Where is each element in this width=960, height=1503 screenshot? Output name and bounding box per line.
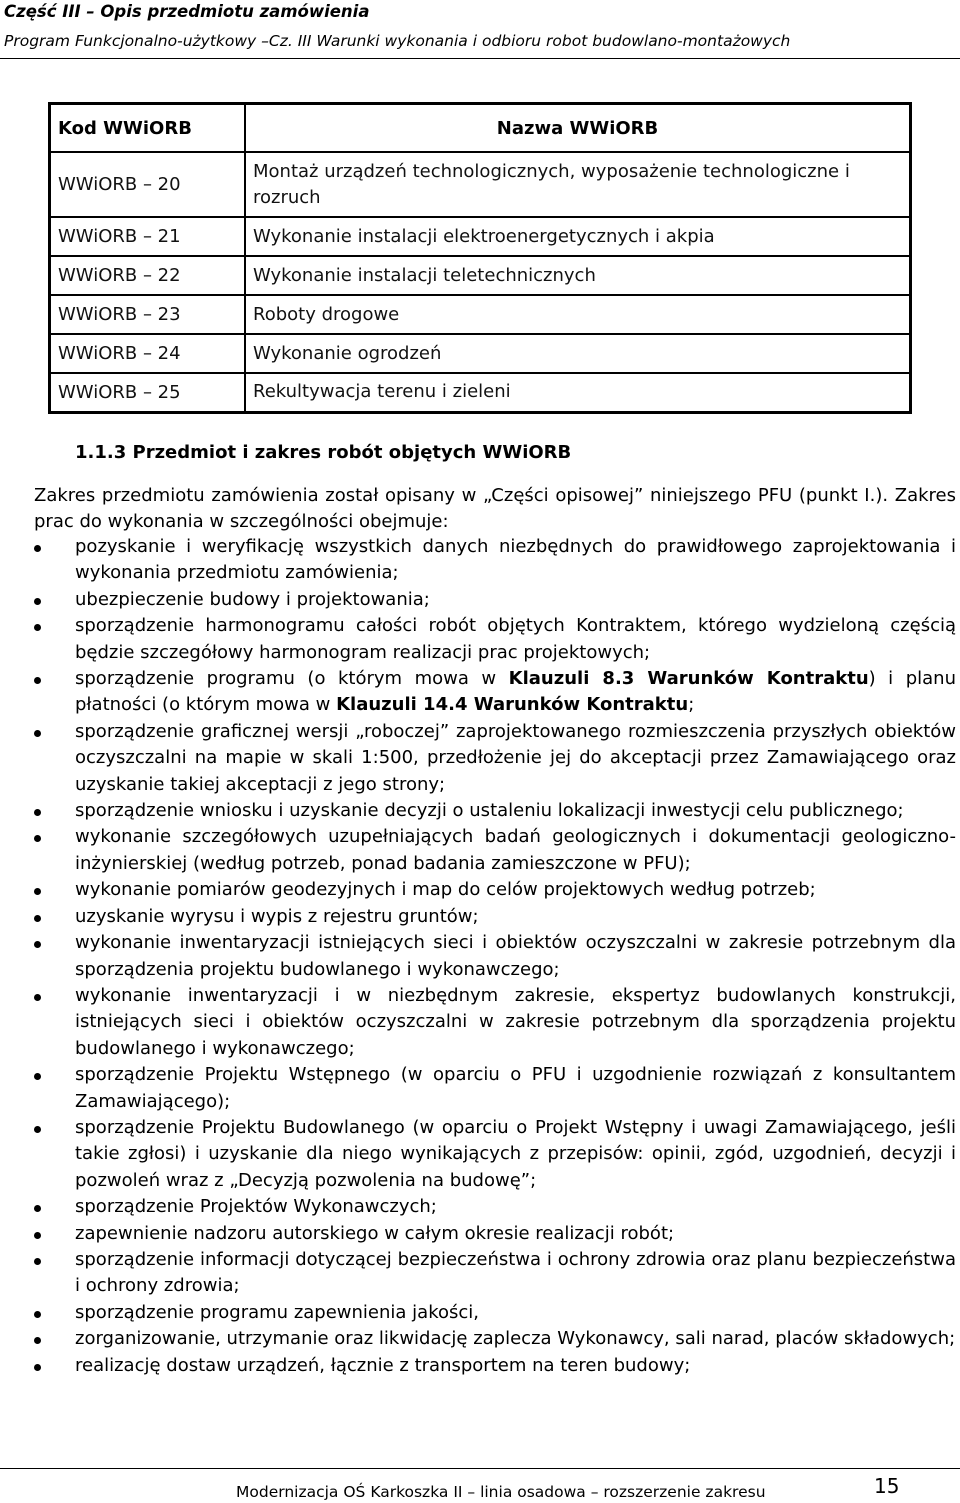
table-cell-name: Montaż urządzeń technologicznych, wyposażenie technologiczne i rozruch [245,152,911,217]
bullet-icon [34,888,41,895]
bullet-icon [34,915,41,922]
wwiorb-table [48,102,912,414]
list-item-text: sporządzenie Projektów Wykonawczych; [75,1196,437,1218]
table-cell-code: WWiORB – 23 [50,295,246,334]
list-item [34,613,956,666]
page-number: 15 [874,1474,900,1498]
list-item [34,877,956,903]
table-row [50,256,911,295]
list-item-text: sporządzenie programu zapewnienia jakości, [75,1301,479,1323]
document-header-subtitle: Program Funkcjonalno-użytkowy –Cz. III Warunki wykonania i odbioru robot budowlano-montażowych [4,32,791,50]
list-item [34,1221,956,1247]
list-item-text: wykonanie szczegółowych uzupełniających badań geologicznych i dokumentacji geologiczno-inżynierskiej (według potrzeb, ponad badania zamieszczone w PFU); [75,826,956,874]
header-divider [0,58,960,59]
list-item [34,1300,956,1326]
table-row [50,152,911,217]
list-item [34,983,956,1062]
list-item [34,587,956,613]
list-item-text: sporządzenie wniosku i uzyskanie decyzji o ustaleniu lokalizacji inwestycji celu publicznego; [75,800,904,822]
table-cell-name: Rekultywacja terenu i zieleni [245,373,911,412]
section-heading: 1.1.3 Przedmiot i zakres robót objętych WWiORB [75,442,572,463]
list-item [34,824,956,877]
list-item-text: ; [688,694,695,716]
list-item [34,719,956,798]
bullet-icon [34,1073,41,1080]
list-item-text: ) i planu płatności (o którym mowa w [75,668,956,716]
table-cell-name: Wykonanie instalacji elektroenergetycznych i akpia [245,217,911,256]
table-cell-name: Roboty drogowe [245,295,911,334]
list-item [34,1353,956,1379]
table-cell-code: WWiORB – 22 [50,256,246,295]
bullet-icon [34,545,41,552]
list-item-text: realizację dostaw urządzeń, łącznie z transportem na teren budowy; [75,1354,691,1376]
list-item-text: uzyskanie wyrysu i wypis z rejestru gruntów; [75,905,479,927]
bullet-icon [34,1364,41,1371]
bullet-icon [34,1311,41,1318]
table-header-row [50,104,911,153]
list-item [34,1247,956,1300]
bullet-icon [34,1232,41,1239]
scope-list [34,534,956,1379]
clause-reference: Klauzuli 14.4 Warunków Kontraktu [336,694,689,716]
bullet-icon [34,624,41,631]
table-row [50,373,911,412]
list-item-text: wykonanie inwentaryzacji istniejących sieci i obiektów oczyszczalni w zakresie potrzebnym dla sporządzenia projektu budowlanego i wykonawczego; [75,932,956,980]
bullet-icon [34,809,41,816]
list-item [34,1326,956,1352]
bullet-icon [34,1337,41,1344]
bullet-icon [34,730,41,737]
table-cell-code: WWiORB – 21 [50,217,246,256]
document-header-title: Część III – Opis przedmiotu zamówienia [4,2,370,21]
list-item [34,930,956,983]
table-cell-code: WWiORB – 20 [50,152,246,217]
bullet-icon [34,835,41,842]
list-item-text: wykonanie pomiarów geodezyjnych i map do celów projektowych według potrzeb; [75,879,816,901]
table-row [50,217,911,256]
bullet-icon [34,677,41,684]
table-cell-name: Wykonanie ogrodzeń [245,334,911,373]
bullet-icon [34,941,41,948]
list-item-text: sporządzenie harmonogramu całości robót objętych Kontraktem, którego wydzieloną częścią będzie szczegółowy harmonogram realizacji prac projektowych; [75,615,956,663]
bullet-icon [34,1258,41,1265]
list-item-text: pozyskanie i weryfikację wszystkich danych niezbędnych do prawidłowego zaprojektowania i wykonania przedmiotu zamówienia; [75,536,956,584]
clause-reference: Klauzuli 8.3 Warunków Kontraktu [508,668,869,690]
table-cell-code: WWiORB – 24 [50,334,246,373]
list-item-text: wykonanie inwentaryzacji i w niezbędnym zakresie, ekspertyz budowlanych konstrukcji, istniejących sieci i obiektów oczyszczalni w zakresie potrzebnym dla sporządzenia projektu budowlanego i wykonawczego; [75,984,956,1059]
list-item-text: sporządzenie informacji dotyczącej bezpieczeństwa i ochrony zdrowia oraz planu bezpieczeństwa i ochrony zdrowia; [75,1248,956,1297]
list-item-text: zapewnienie nadzoru autorskiego w całym okresie realizacji robót; [75,1222,675,1244]
list-item-text: sporządzenie graficznej wersji „roboczej” zaprojektowanego rozmieszczenia przyszłych obiektów oczyszczalni na mapie w skali 1:500, przedłożenie jej do akceptacji przez Zamawiającego oraz uzyskanie takiej akceptacji z jego strony; [75,720,956,795]
list-item-text: sporządzenie programu (o którym mowa w [75,668,509,690]
table-row [50,295,911,334]
list-item [34,534,956,587]
list-item-text: ubezpieczenie budowy i projektowania; [75,588,430,610]
table-cell-code: WWiORB – 25 [50,373,246,412]
footer-divider [0,1468,960,1469]
list-item-text: zorganizowanie, utrzymanie oraz likwidację zaplecza Wykonawcy, sali narad, placów składowych; [75,1328,956,1350]
bullet-icon [34,994,41,1001]
bullet-icon [34,1205,41,1212]
column-header-name: Nazwa WWiORB [245,104,911,153]
list-item [34,1062,956,1115]
bullet-icon [34,1126,41,1133]
list-item-text: sporządzenie Projektu Budowlanego (w oparciu o Projekt Wstępny i uwagi Zamawiającego, jeśli takie zgłosi) i uzyskanie dla niego wynikających z przepisów: opinii, zgód, uzgodnień, decyzji i pozwoleń wraz z „Decyzją pozwolenia na budowę”; [75,1116,956,1191]
list-item [34,1194,956,1220]
list-item [34,666,956,719]
list-item [34,1115,956,1194]
intro-paragraph: Zakres przedmiotu zamówienia został opisany w „Części opisowej” niniejszego PFU (punkt I.). Zakres prac do wykonania w szczególności obejmuje: [34,485,956,532]
table-row [50,334,911,373]
bullet-icon [34,598,41,605]
footer-text: Modernizacja OŚ Karkoszka II – linia osadowa – rozszerzenie zakresu [236,1483,766,1501]
list-item [34,798,956,824]
table-cell-name: Wykonanie instalacji teletechnicznych [245,256,911,295]
list-item [34,904,956,930]
list-item-text: sporządzenie Projektu Wstępnego (w oparciu o PFU i uzgodnienie rozwiązań z konsultantem Zamawiającego); [75,1064,956,1112]
column-header-code: Kod WWiORB [50,104,246,153]
